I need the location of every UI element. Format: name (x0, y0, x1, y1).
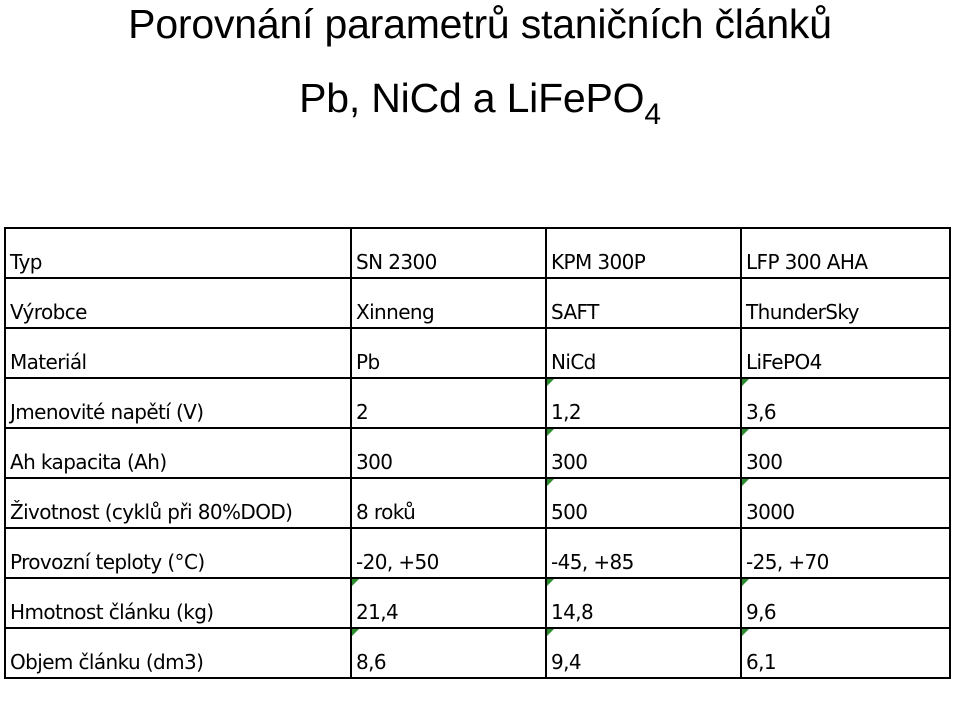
cell-value: ThunderSky (746, 300, 859, 324)
cell-value: 6,1 (746, 650, 777, 674)
value-cell-pb[interactable] (351, 328, 546, 378)
cell-value: Xinneng (356, 300, 435, 324)
table-row (5, 328, 950, 378)
row-label: Typ (10, 250, 42, 274)
value-cell-lifepo4[interactable] (741, 528, 950, 578)
title-subscript: 4 (644, 98, 661, 131)
cell-value: Pb (356, 350, 380, 374)
value-cell-nicd[interactable] (546, 478, 741, 528)
value-cell-pb[interactable] (351, 378, 546, 428)
value-cell-lifepo4[interactable] (741, 478, 950, 528)
value-cell-nicd[interactable] (546, 278, 741, 328)
value-cell-nicd[interactable] (546, 528, 741, 578)
value-cell-pb[interactable] (351, 278, 546, 328)
value-cell-lifepo4[interactable] (741, 578, 950, 628)
row-label: Objem článku (dm3) (10, 650, 204, 674)
cell-value: 500 (551, 500, 588, 524)
cell-value: NiCd (551, 350, 596, 374)
value-cell-pb[interactable] (351, 428, 546, 478)
cell-value: KPM 300P (551, 250, 646, 274)
cell-value: 9,6 (746, 600, 777, 624)
value-cell-nicd[interactable] (546, 578, 741, 628)
cell-value: 3,6 (746, 400, 777, 424)
value-cell-pb[interactable] (351, 478, 546, 528)
value-cell-nicd[interactable] (546, 628, 741, 678)
row-label: Provozní teploty (°C) (10, 550, 205, 574)
cell-value: LiFePO4 (746, 350, 822, 374)
title-line-2-main: Pb, NiCd a LiFePO (299, 75, 645, 121)
row-label-cell[interactable] (5, 578, 351, 628)
cell-value: 8 roků (356, 500, 416, 524)
table-row (5, 478, 950, 528)
cell-value: 1,2 (551, 400, 582, 424)
cell-value: 21,4 (356, 600, 399, 624)
row-label-cell[interactable] (5, 378, 351, 428)
cell-value: SN 2300 (356, 250, 437, 274)
row-label: Ah kapacita (Ah) (10, 450, 167, 474)
table-row (5, 528, 950, 578)
row-label-cell[interactable] (5, 228, 351, 278)
table-row (5, 428, 950, 478)
cell-value: 8,6 (356, 650, 387, 674)
row-label-cell[interactable] (5, 478, 351, 528)
cell-value: 300 (551, 450, 588, 474)
table-row (5, 278, 950, 328)
cell-value: 14,8 (551, 600, 594, 624)
cell-value: 9,4 (551, 650, 582, 674)
cell-value: -20, +50 (356, 550, 439, 574)
row-label: Výrobce (10, 300, 87, 324)
table-row (5, 628, 950, 678)
cell-value: 300 (746, 450, 783, 474)
row-label-cell[interactable] (5, 628, 351, 678)
row-label-cell[interactable] (5, 528, 351, 578)
value-cell-lifepo4[interactable] (741, 228, 950, 278)
value-cell-nicd[interactable] (546, 228, 741, 278)
value-cell-lifepo4[interactable] (741, 278, 950, 328)
row-label-cell[interactable] (5, 328, 351, 378)
value-cell-nicd[interactable] (546, 328, 741, 378)
value-cell-nicd[interactable] (546, 428, 741, 478)
value-cell-lifepo4[interactable] (741, 378, 950, 428)
row-label: Materiál (10, 350, 87, 374)
value-cell-pb[interactable] (351, 578, 546, 628)
row-label: Hmotnost článku (kg) (10, 600, 214, 624)
row-label-cell[interactable] (5, 428, 351, 478)
value-cell-lifepo4[interactable] (741, 628, 950, 678)
row-label-cell[interactable] (5, 278, 351, 328)
parameters-table (4, 227, 951, 679)
value-cell-pb[interactable] (351, 528, 546, 578)
cell-value: LFP 300 AHA (746, 250, 868, 274)
table-row (5, 378, 950, 428)
value-cell-pb[interactable] (351, 628, 546, 678)
value-cell-nicd[interactable] (546, 378, 741, 428)
value-cell-lifepo4[interactable] (741, 428, 950, 478)
cell-value: SAFT (551, 300, 599, 324)
cell-value: -45, +85 (551, 550, 634, 574)
row-label: Životnost (cyklů při 80%DOD) (10, 500, 293, 524)
cell-value: -25, +70 (746, 550, 829, 574)
cell-value: 2 (356, 400, 369, 424)
table-row (5, 578, 950, 628)
cell-value: 3000 (746, 500, 795, 524)
title-line-1: Porovnání parametrů staničních článků (128, 1, 832, 47)
row-label: Jmenovité napětí (V) (10, 400, 204, 424)
title-line-2 (0, 75, 960, 131)
value-cell-pb[interactable] (351, 228, 546, 278)
table-row (5, 228, 950, 278)
cell-value: 300 (356, 450, 393, 474)
value-cell-lifepo4[interactable] (741, 328, 950, 378)
